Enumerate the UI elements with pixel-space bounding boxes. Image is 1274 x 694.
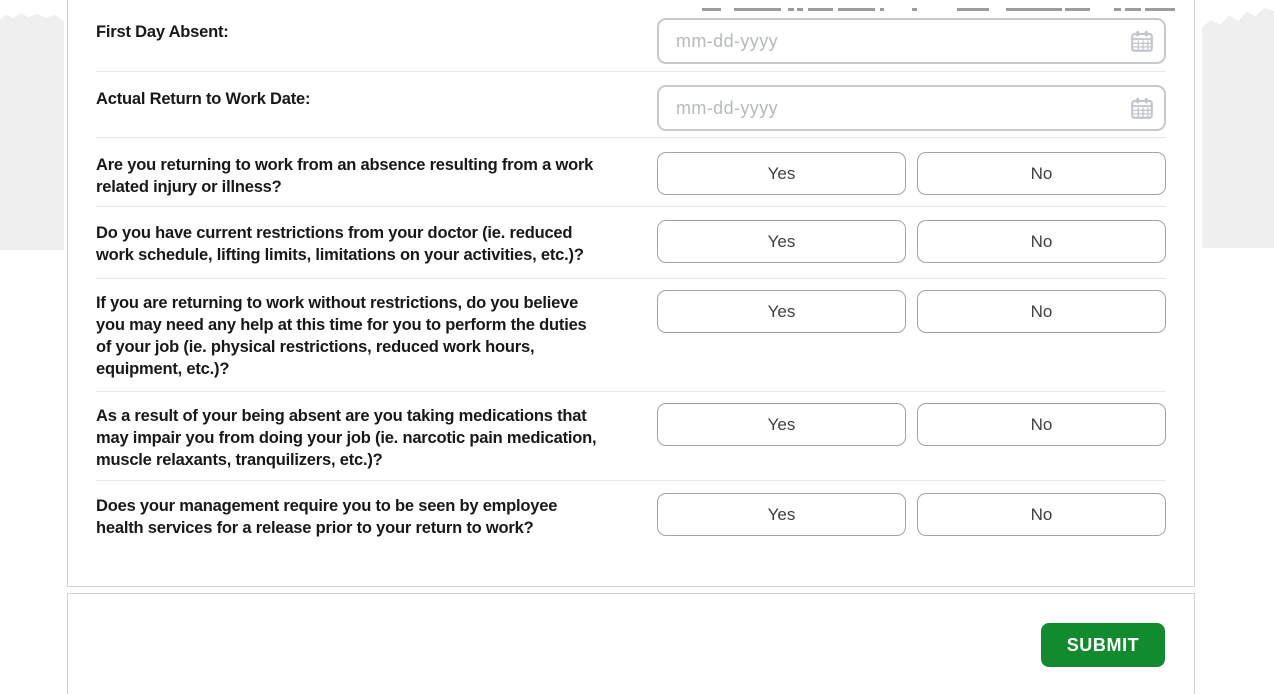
torn-edge-background-left bbox=[0, 13, 64, 250]
question-1-no-button[interactable]: No bbox=[917, 152, 1166, 195]
question-3-no-button[interactable]: No bbox=[917, 290, 1166, 333]
first-day-absent-input[interactable] bbox=[657, 18, 1166, 64]
submit-card bbox=[67, 593, 1195, 694]
form-row-actual-return-date bbox=[96, 71, 1166, 137]
question-2-yes-button[interactable]: Yes bbox=[657, 220, 906, 263]
torn-edge-background-right bbox=[1202, 8, 1274, 248]
form-row-question-4 bbox=[96, 391, 1166, 480]
question-4-no-button[interactable]: No bbox=[917, 403, 1166, 446]
submit-button[interactable]: SUBMIT bbox=[1041, 623, 1165, 667]
question-3-yes-button[interactable]: Yes bbox=[657, 290, 906, 333]
calendar-icon[interactable] bbox=[1129, 28, 1155, 54]
question-5-yes-button[interactable]: Yes bbox=[657, 493, 906, 536]
field-label: Actual Return to Work Date: bbox=[96, 90, 311, 108]
date-field-first-day-absent bbox=[657, 18, 1166, 64]
form-row-question-3 bbox=[96, 278, 1166, 391]
form-row-question-1 bbox=[96, 137, 1166, 206]
question-text: Are you returning to work from an absence resulting from a work related injury or illness? bbox=[96, 156, 594, 196]
date-field-actual-return-date bbox=[657, 85, 1166, 131]
question-text: As a result of your being absent are you taking medications that may impair you from doing your job (ie. narcotic pain medication, muscle relaxants, tranquilizers, etc.)? bbox=[96, 407, 597, 469]
form-row-first-day-absent bbox=[96, 12, 1166, 71]
question-1-yes-button[interactable]: Yes bbox=[657, 152, 906, 195]
field-label: First Day Absent: bbox=[96, 23, 229, 41]
question-5-no-button[interactable]: No bbox=[917, 493, 1166, 536]
question-text: Do you have current restrictions from your doctor (ie. reduced work schedule, lifting limits, limitations on your activities, etc.)? bbox=[96, 224, 584, 264]
actual-return-date-input[interactable] bbox=[657, 85, 1166, 131]
return-to-work-form-card bbox=[67, 0, 1195, 587]
calendar-icon[interactable] bbox=[1129, 95, 1155, 121]
form-row-question-2 bbox=[96, 206, 1166, 278]
question-2-no-button[interactable]: No bbox=[917, 220, 1166, 263]
form-row-question-5 bbox=[96, 480, 1166, 575]
question-text: If you are returning to work without restrictions, do you believe you may need any help at this time for you to perform the duties of your job (ie. physical restrictions, reduced work hours, equipment, etc.)? bbox=[96, 294, 587, 378]
cutoff-text-remnant bbox=[702, 8, 1182, 12]
question-text: Does your management require you to be seen by employee health services for a release prior to your return to work? bbox=[96, 497, 558, 537]
question-4-yes-button[interactable]: Yes bbox=[657, 403, 906, 446]
